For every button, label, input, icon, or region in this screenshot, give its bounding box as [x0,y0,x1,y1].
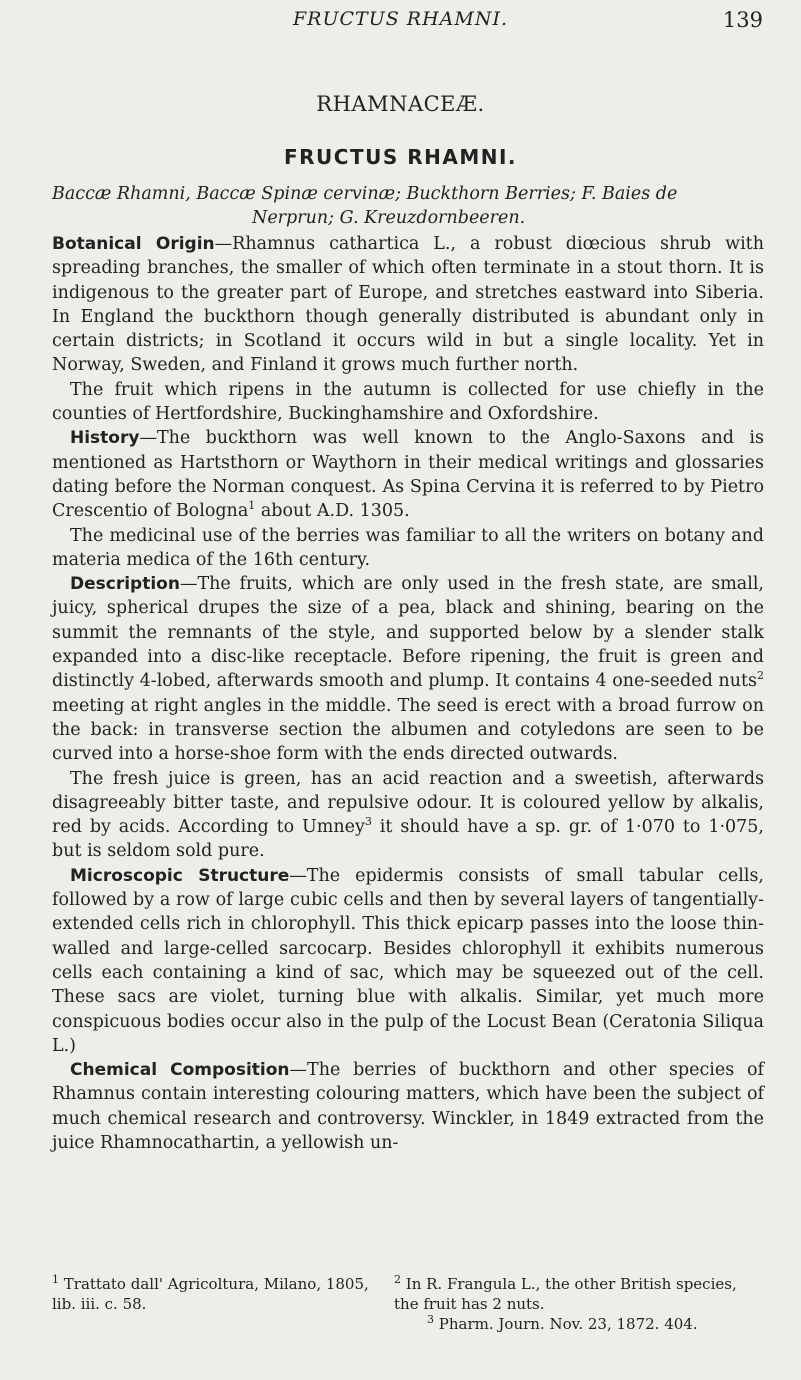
history-paragraph [52,426,764,523]
origin-paragraph-2: The fruit which ripens in the autumn is collected for use chiefly in the counties of Hertfordshire, Buckinghamshire and Oxfordshire. [52,379,764,425]
running-head [0,8,801,38]
footnote-2 [394,1274,764,1314]
page-number: 139 [722,8,763,32]
footnote-row [52,1274,764,1314]
history-text-b: about A.D. 1305. [255,501,410,522]
synonyms [52,182,762,230]
history-heading: History [70,428,140,449]
description-text-b: meeting at right angles in the middle. The seed is erect with a broad furrow on the back: in transverse section the albumen and cotyledons are seen to be curved into a horse-shoe form with the ends directed outwards. [52,695,764,765]
footnote-2-marker: 2 [394,1273,401,1286]
origin-text: —Rhamnus cathartica L., a robust diœcious shrub with spreading branches, the smaller of which often terminate in a stout thorn. It is indigenous to the greater part of Europe, and stretches eastward into Siberia. In England the buckthorn though generally distributed is abundant only in certain districts; in Scotland it occurs wild in but a single locality. Yet in Norway, Sweden, and Finland it grows much further north. [52,234,764,376]
footnote-1-text: Trattato dall' Agricoltura, Milano, 1805, lib. iii. c. 58. [52,1275,369,1313]
footnotes [52,1274,764,1334]
footnote-1 [52,1274,382,1314]
description-paragraph-2 [52,767,764,864]
body-text [52,232,764,1155]
chemical-text: —The berries of buckthorn and other species of Rhamnus contain interesting colouring matters, which have been the subject of much chemical research and controversy. Winckler, in 1849 extracted from the juice Rhamnocathartin, a yellowish un- [52,1060,764,1153]
synonyms-line-1: Baccæ Rhamni, Baccæ Spinæ cervinæ; Buckthorn Berries; F. Baies de [52,184,678,204]
family-heading: RHAMNACEÆ. [316,92,485,116]
chemical-heading: Chemical Composition [70,1060,290,1081]
history-paragraph-2: The medicinal use of the berries was familiar to all the writers on botany and materia medica of the 16th century. [52,525,764,570]
description-text-a: —The fruits, which are only used in the fresh state, are small, juicy, spherical drupes the size of a pea, black and shining, bearing on the summit the remnants of the style, and supported below by a slender stalk expanded into a disc-like receptacle. Before ripening, the fruit is green and distinctly 4-lobed, afterwards smooth and plump. It contains 4 one-seeded nuts [52,574,764,692]
chemical-paragraph [52,1058,764,1155]
microscopic-heading: Microscopic Structure [70,865,290,886]
footnote-ref-1: 1 [248,499,256,513]
running-head-title: FRUCTUS RHAMNI. [292,8,508,30]
description-heading: Description [70,574,180,595]
microscopic-text: —The epidermis consists of small tabular cells, followed by a row of large cubic cells and then by several layers of tangentially-extended cells rich in chlorophyll. This thick epicarp passes into the loose thin-walled and large-celled sarcocarp. Besides chlorophyll it exhibits numerous cells each containing a kind of sac, which may be squeezed out of the cell. These sacs are violet, turning blue with alkalis. Similar, yet much more conspicuous bodies occur also in the pulp of the Locust Bean (Ceratonia Siliqua L.) [52,865,764,1056]
footnote-1-marker: 1 [52,1273,59,1286]
footnote-2-text: In R. Frangula L., the other British species, the fruit has 2 nuts. [394,1275,737,1313]
footnote-3-text: Pharm. Journ. Nov. 23, 1872. 404. [438,1315,698,1333]
description-paragraph [52,572,764,766]
footnote-ref-2: 2 [757,669,764,683]
history-text-a: —The buckthorn was well known to the Anglo-Saxons and is mentioned as Hartsthorn or Waythorn in their medical writings and glossaries dating before the Norman conquest. As Spina Cervina it is referred to by Pietro Crescentio of Bologna [52,428,764,522]
origin-paragraph [52,232,764,378]
drug-title: FRUCTUS RHAMNI. [283,145,518,169]
footnote-3-marker: 3 [427,1313,434,1326]
microscopic-paragraph [52,864,764,1058]
origin-heading: Botanical Origin [52,234,215,254]
description-text-c: The fresh juice is green, has an acid reaction and a sweetish, afterwards disagreeably bitter taste, and repulsive odour. It is coloured yellow by alkalis, red by acids. According to Umney [52,768,764,838]
synonyms-line-2: Nerprun; G. Kreuzdornbeeren. [252,208,526,228]
footnote-ref-3: 3 [364,815,372,829]
description-text-d: it should have a sp. gr. of 1·070 to 1·075, but is seldom sold pure. [52,817,764,862]
footnote-3 [52,1314,764,1334]
